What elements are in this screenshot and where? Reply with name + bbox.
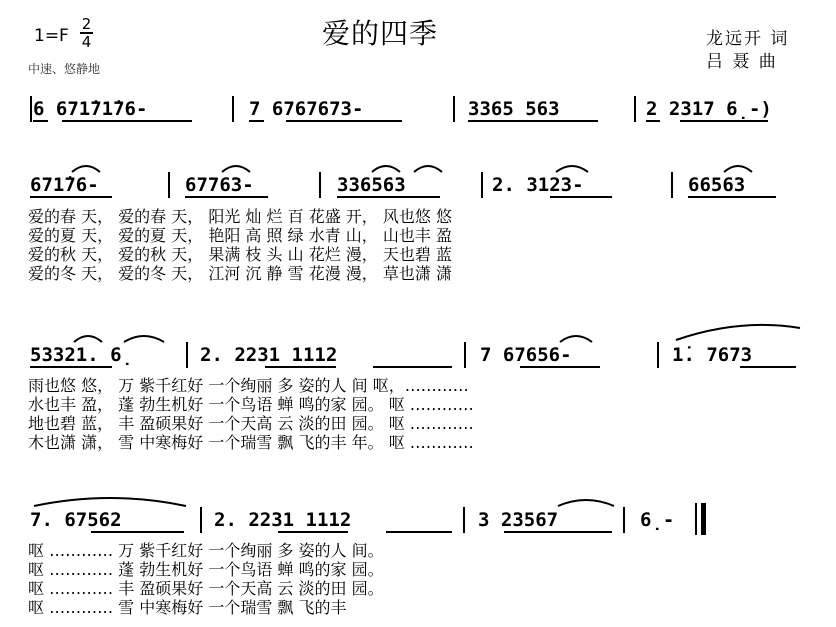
measure-1-4: 2 2317 6̣-) bbox=[646, 98, 772, 120]
slur bbox=[558, 500, 614, 506]
lyrics-verse-1: 雨也悠 悠， 万 紫千红好 一个绚丽 多 姿的人 间 呕，………… bbox=[28, 376, 469, 395]
time-signature-bottom: 4 bbox=[81, 33, 92, 51]
song-title: 爱的四季 bbox=[322, 17, 439, 50]
slur bbox=[124, 336, 164, 342]
slur bbox=[34, 498, 186, 506]
lyrics-verse-2: 呕 ………… 蓬 勃生机好 一个鸟语 蝉 鸣的家 园。 bbox=[28, 560, 384, 579]
measure-4-3: 3 23567 bbox=[478, 509, 559, 531]
time-signature-top: 2 bbox=[81, 15, 92, 33]
lyrics-verse-3: 爱的秋 天， 爱的秋 天， 果满 枝 头 山 花烂 漫， 天也碧 蓝 bbox=[28, 245, 452, 264]
lyrics-verse-3: 呕 ………… 丰 盈硕果好 一个天高 云 淡的田 园。 bbox=[28, 579, 384, 598]
lyricist-credit: 龙远开 词 bbox=[706, 29, 790, 49]
slur bbox=[372, 166, 400, 172]
measure-2-3: 336563 bbox=[337, 174, 406, 196]
lyrics-verse-4: 呕 ………… 雪 中寒梅好 一个瑞雪 飘 飞的丰 bbox=[28, 598, 347, 617]
measure-1-1: 6 671̇71̇76- bbox=[33, 98, 148, 120]
measure-1-2: 7 6767673- bbox=[249, 98, 364, 120]
tempo-marking: 中速、悠静地 bbox=[28, 62, 101, 76]
measure-2-4: 2. 3123- bbox=[492, 174, 584, 196]
lyrics-verse-1: 爱的春 天， 爱的春 天， 阳光 灿 烂 百 花盛 开， 风也悠 悠 bbox=[28, 207, 452, 226]
lyrics-verse-1: 呕 ………… 万 紫千红好 一个绚丽 多 姿的人 间。 bbox=[28, 541, 384, 560]
lyrics-verse-4: 爱的冬 天， 爱的冬 天， 江河 沉 静 雪 花漫 漫， 草也潇 潇 bbox=[28, 264, 452, 283]
slur bbox=[676, 325, 800, 340]
measure-3-4: 1̇. 7673 bbox=[672, 344, 753, 366]
measure-3-2: 2. 2231 1112 bbox=[200, 344, 338, 366]
measure-4-1: 7. 67562 bbox=[30, 509, 122, 531]
slur bbox=[414, 166, 442, 172]
slur bbox=[222, 166, 250, 172]
lyrics-verse-4: 木也潇 潇， 雪 中寒梅好 一个瑞雪 飘 飞的丰 年。 呕 ………… bbox=[28, 433, 474, 452]
measure-1-3: 3365 563 bbox=[468, 98, 560, 120]
measure-2-2: 67763- bbox=[185, 174, 254, 196]
measure-4-2: 2. 2231 1112 bbox=[214, 509, 352, 531]
slur bbox=[724, 166, 752, 172]
measure-2-1: 671̇76- bbox=[30, 174, 99, 196]
lyrics-verse-2: 爱的夏 天， 爱的夏 天， 艳阳 高 照 绿 水青 山， 山也丰 盈 bbox=[28, 226, 452, 245]
measure-3-1: 53321. 6̣ bbox=[30, 344, 133, 366]
composer-credit: 吕 聂 曲 bbox=[706, 52, 778, 72]
lyrics-verse-2: 水也丰 盈， 蓬 勃生机好 一个鸟语 蝉 鸣的家 园。 呕 ………… bbox=[28, 395, 474, 414]
measure-4-4: 6̣- bbox=[640, 509, 675, 531]
slur bbox=[72, 166, 100, 172]
slur bbox=[556, 166, 588, 172]
key-signature: 1=F bbox=[34, 26, 69, 46]
slur bbox=[74, 336, 102, 342]
slur bbox=[560, 336, 592, 342]
lyrics-verse-3: 地也碧 蓝， 丰 盈硕果好 一个天高 云 淡的田 园。 呕 ………… bbox=[28, 414, 474, 433]
measure-3-3: 7 67656- bbox=[480, 344, 572, 366]
measure-2-5: 66563 bbox=[688, 174, 746, 196]
